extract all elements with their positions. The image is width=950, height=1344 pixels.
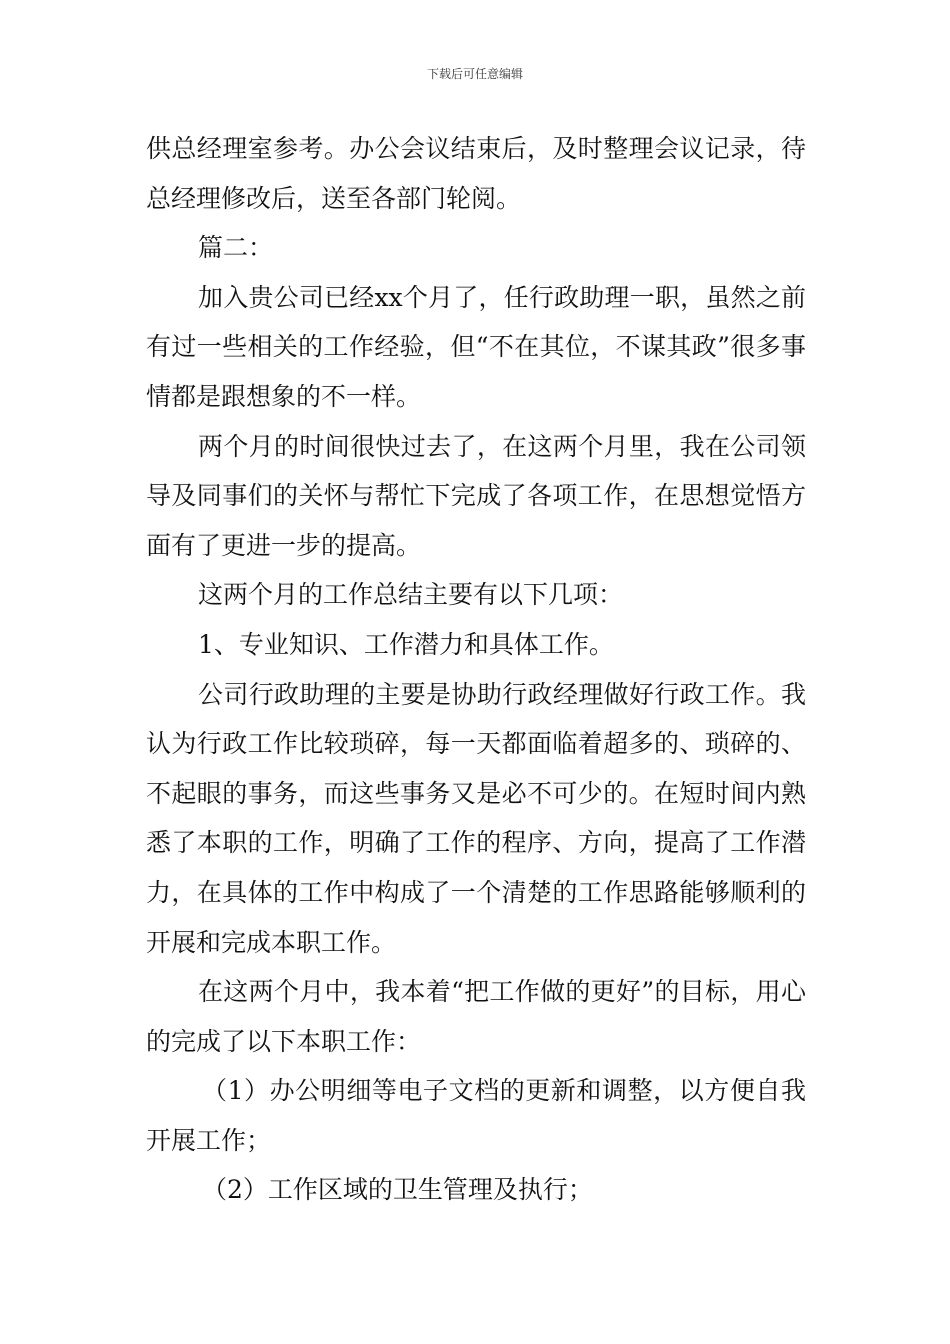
paragraph-role: 公司行政助理的主要是协助行政经理做好行政工作。我认为行政工作比较琐碎，每一天都面临着超多的、琐碎的、不起眼的事务，而这些事务又是必不可少的。在短时间内熟悉了本职的工作，明确了工作的程序、方向，提高了工作潜力，在具体的工作中构成了一个清楚的工作思路能够顺利的开展和完成本职工作。 (146, 679, 806, 957)
paragraph-two-months: 两个月的时间很快过去了，在这两个月里，我在公司领导及同事们的关怀与帮忙下完成了各项工作，在思想觉悟方面有了更进一步的提高。 (146, 431, 806, 560)
section-heading: 篇二： (198, 233, 274, 263)
paragraph-continuation: 供总经理室参考。办公会议结束后，及时整理会议记录，待总经理修改后，送至各部门轮阅。 (146, 134, 806, 213)
paragraph-goal: 在这两个月中，我本着“把工作做的更好”的目标，用心的完成了以下本职工作： (146, 977, 806, 1056)
list-item-2: （2）工作区域的卫生管理及执行； (202, 1175, 593, 1205)
list-item-heading: 1、专业知识、工作潜力和具体工作。 (198, 629, 614, 659)
paragraph-summary-lead: 这两个月的工作总结主要有以下几项： (198, 580, 624, 610)
document-body (146, 124, 806, 1215)
paragraph-intro: 加入贵公司已经xx个月了，任行政助理一职，虽然之前有过一些相关的工作经验，但“不在其位，不谋其政”很多事情都是跟想象的不一样。 (146, 282, 806, 411)
page-header-note: 下载后可任意编辑 (426, 67, 523, 81)
list-item-1: （1）办公明细等电子文档的更新和调整，以方便自我开展工作； (146, 1076, 806, 1155)
